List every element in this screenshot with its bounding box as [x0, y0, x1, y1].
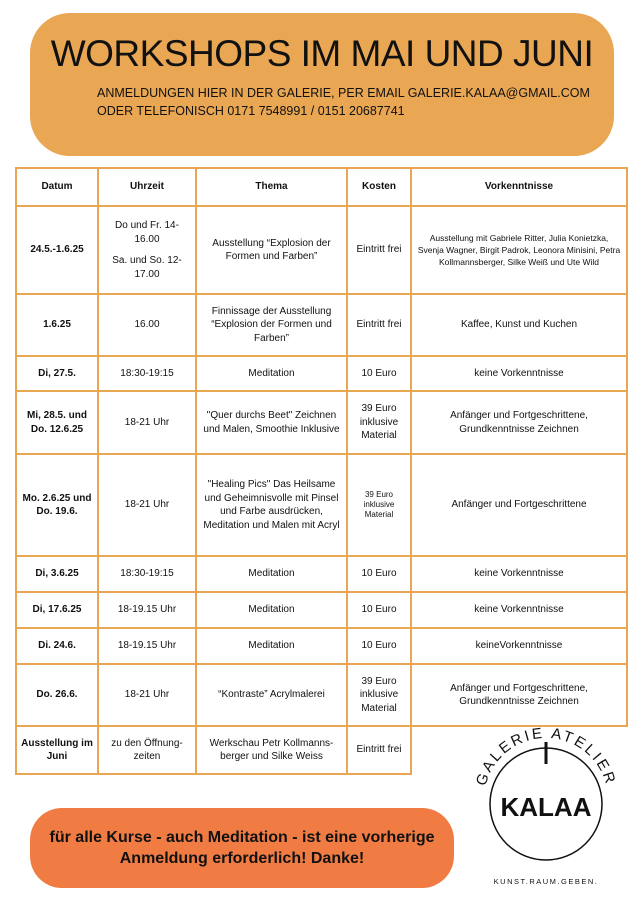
cell-uhrzeit-line: Sa. und So. 12-17.00: [112, 255, 182, 280]
cell-vorkenntnisse: keineVorkenntnisse: [411, 628, 627, 664]
logo-name: KALAA: [500, 792, 592, 822]
cell-datum: Mi, 28.5. und Do. 12.6.25: [16, 391, 98, 454]
cell-kosten: 10 Euro: [347, 628, 411, 664]
page-title: WORKSHOPS IM MAI UND JUNI: [50, 33, 594, 74]
cell-thema: Meditation: [196, 556, 347, 592]
cell-vorkenntnisse: Anfänger und Fortgeschrittene, Grundkenntnisse Zeichnen: [411, 391, 627, 454]
cell-uhrzeit: 18-21 Uhr: [98, 391, 196, 454]
cell-uhrzeit: 18-21 Uhr: [98, 454, 196, 556]
table-row: [16, 556, 627, 592]
column-header-kosten: Kosten: [347, 168, 411, 206]
cell-kosten: 39 Euro inklusive Material: [347, 454, 411, 556]
cell-thema: Meditation: [196, 592, 347, 628]
cell-kosten: 10 Euro: [347, 556, 411, 592]
cell-vorkenntnisse: Ausstellung mit Gabriele Ritter, Julia Konietzka, Svenja Wagner, Birgit Padrok, Leonora Minisini, Petra Kollmannsberger, Silke Weiß und Ute Wild: [411, 206, 627, 294]
cell-vorkenntnisse: Kaffee, Kunst und Kuchen: [411, 294, 627, 356]
cell-datum: Di, 17.6.25: [16, 592, 98, 628]
cell-kosten: 39 Euro inklusive Material: [347, 664, 411, 726]
logo-arc-text: GALERIE ATELIER: [472, 724, 620, 788]
cell-kosten: 10 Euro: [347, 592, 411, 628]
registration-line-2: ODER TELEFONISCH 0171 7548991 / 0151 20687741: [97, 104, 405, 118]
cell-datum: Di. 24.6.: [16, 628, 98, 664]
cell-thema: "Healing Pics" Das Heilsame und Geheimnisvolle mit Pinsel und Farbe ausdrücken, Meditation und Malen mit Acryl: [196, 454, 347, 556]
cell-uhrzeit: [98, 206, 196, 294]
cell-datum: Di, 3.6.25: [16, 556, 98, 592]
logo-tagline: KUNST.RAUM.GEBEN.: [493, 877, 599, 886]
cell-uhrzeit: 18:30-19:15: [98, 556, 196, 592]
notice-line-1: für alle Kurse - auch Meditation - ist eine vorherige: [49, 829, 435, 846]
cell-vorkenntnisse: keine Vorkenntnisse: [411, 556, 627, 592]
cell-thema: Werkschau Petr Kollmanns-berger und Silke Weiss: [196, 726, 347, 774]
cell-thema: "Quer durchs Beet" Zeichnen und Malen, Smoothie Inklusive: [196, 391, 347, 454]
table-row: [16, 206, 627, 294]
cell-uhrzeit: 16.00: [98, 294, 196, 356]
cell-kosten: Eintritt frei: [347, 294, 411, 356]
cell-datum: Ausstellung im Juni: [16, 726, 98, 774]
cell-uhrzeit: 18-19.15 Uhr: [98, 592, 196, 628]
registration-notice: [30, 808, 454, 888]
cell-thema: Finnissage der Ausstellung “Explosion der Formen und Farben”: [196, 294, 347, 356]
table-row: [16, 664, 627, 726]
cell-uhrzeit: 18-19.15 Uhr: [98, 628, 196, 664]
cell-thema: “Kontraste” Acrylmalerei: [196, 664, 347, 726]
registration-info: [97, 84, 590, 120]
cell-datum: 24.5.-1.6.25: [16, 206, 98, 294]
cell-thema: Ausstellung “Explosion der Formen und Farben”: [196, 206, 347, 294]
table-row: [16, 454, 627, 556]
cell-kosten: Eintritt frei: [347, 206, 411, 294]
cell-vorkenntnisse: keine Vorkenntnisse: [411, 592, 627, 628]
cell-datum: Do. 26.6.: [16, 664, 98, 726]
table-row: [16, 628, 627, 664]
cell-datum: 1.6.25: [16, 294, 98, 356]
cell-vorkenntnisse: keine Vorkenntnisse: [411, 356, 627, 391]
cell-uhrzeit: zu den Öffnung-zeiten: [98, 726, 196, 774]
cell-kosten: 39 Euro inklusive Material: [347, 391, 411, 454]
cell-thema: Meditation: [196, 356, 347, 391]
cell-uhrzeit: 18-21 Uhr: [98, 664, 196, 726]
column-header-thema: Thema: [196, 168, 347, 206]
table-header-row: [16, 168, 627, 206]
table-row: [16, 592, 627, 628]
cell-thema: Meditation: [196, 628, 347, 664]
table-row: [16, 356, 627, 391]
table-row: [16, 294, 627, 356]
cell-kosten: Eintritt frei: [347, 726, 411, 774]
header-banner: [30, 13, 614, 156]
registration-line-1: ANMELDUNGEN HIER IN DER GALERIE, PER EMAIL GALERIE.KALAA@GMAIL.COM: [97, 86, 590, 100]
column-header-uhrzeit: Uhrzeit: [98, 168, 196, 206]
column-header-datum: Datum: [16, 168, 98, 206]
cell-uhrzeit: 18:30-19:15: [98, 356, 196, 391]
kalaa-logo: [466, 718, 626, 898]
cell-vorkenntnisse: Anfänger und Fortgeschrittene, Grundkenntnisse Zeichnen: [411, 664, 627, 726]
cell-vorkenntnisse: Anfänger und Fortgeschrittene: [411, 454, 627, 556]
column-header-vorkenntnisse: Vorkenntnisse: [411, 168, 627, 206]
cell-kosten: 10 Euro: [347, 356, 411, 391]
cell-datum: Di, 27.5.: [16, 356, 98, 391]
notice-line-2: Anmeldung erforderlich! Danke!: [119, 850, 365, 867]
table-row: [16, 391, 627, 454]
cell-datum: Mo. 2.6.25 und Do. 19.6.: [16, 454, 98, 556]
cell-uhrzeit-line: Do und Fr. 14-16.00: [115, 220, 179, 245]
workshop-table: [15, 167, 628, 775]
